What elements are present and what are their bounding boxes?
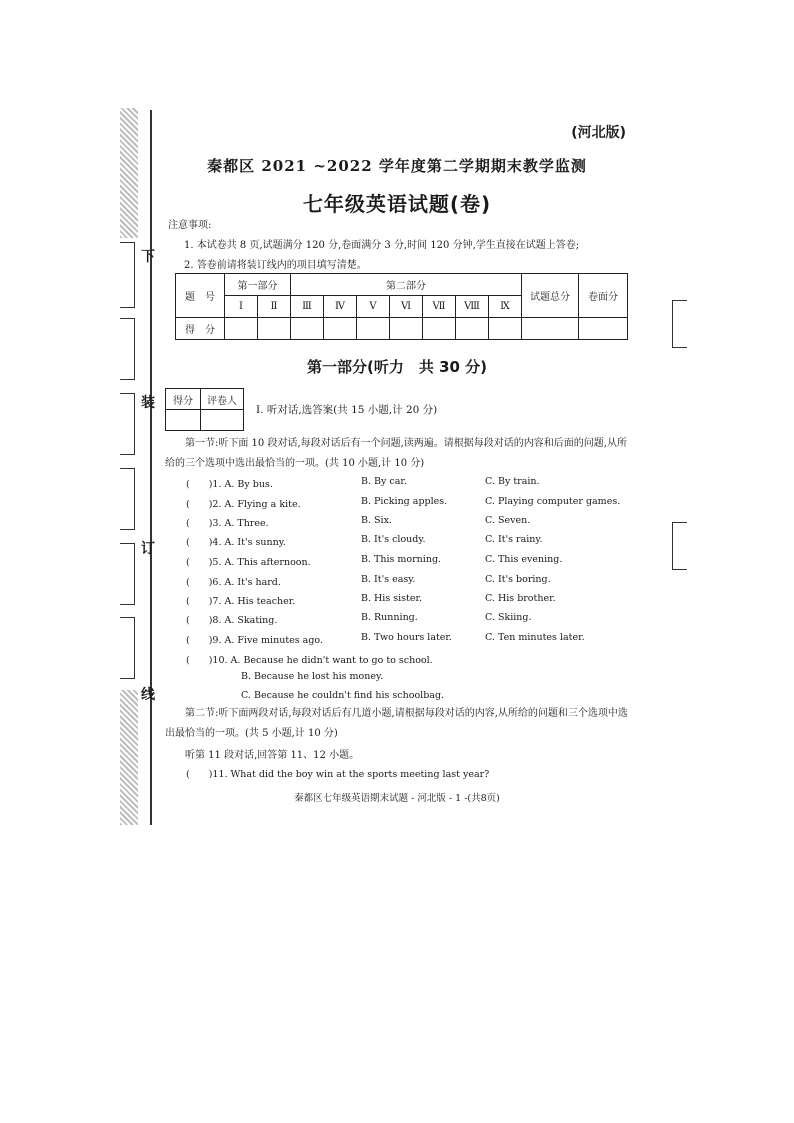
grader-table xyxy=(165,388,244,431)
section1-title: Ⅰ. 听对话,选答案(共 15 小题,计 20 分) xyxy=(256,404,438,416)
notes-section xyxy=(168,216,579,276)
grader-reviewer-label: 评卷人 xyxy=(201,389,244,410)
question-10-b: B. Because he lost his money. xyxy=(241,671,384,682)
binding-line xyxy=(150,110,152,825)
edition-label: (河北版) xyxy=(571,125,626,141)
question-11: ( )11. What did the boy win at the sports meeting last year? xyxy=(186,769,490,780)
numeral-cell: Ⅶ xyxy=(423,296,456,318)
score-cell[interactable] xyxy=(357,318,390,340)
question-5-option-c: C. This evening. xyxy=(485,554,563,565)
score-cell[interactable] xyxy=(390,318,423,340)
numeral-cell: Ⅳ xyxy=(324,296,357,318)
page-footer: 秦都区七年级英语期末试题 - 河北版 - 1 -(共8页) xyxy=(294,793,500,804)
score-cell[interactable] xyxy=(456,318,489,340)
question-8-option-c: C. Skiing. xyxy=(485,612,532,623)
question-1-option-c: C. By train. xyxy=(485,476,540,487)
question-4-option-b: B. It's cloudy. xyxy=(361,534,426,545)
question-2-option-c: C. Playing computer games. xyxy=(485,496,621,507)
exam-title: 秦都区 2021 ~2022 学年度第二学期期末教学监测 xyxy=(207,157,587,175)
question-9-option-c: C. Ten minutes later. xyxy=(485,632,585,643)
part1-header: 第一部分 xyxy=(225,274,291,296)
question-9-option-b: B. Two hours later. xyxy=(361,632,452,643)
question-3-option-a: ( )3. A. Three. xyxy=(186,518,269,529)
question-7-option-b: B. His sister. xyxy=(361,593,422,604)
paper-title: 七年级英语试题(卷) xyxy=(302,192,492,216)
question-6-option-c: C. It's boring. xyxy=(485,574,551,585)
row-label-question: 题 号 xyxy=(176,274,225,318)
numeral-cell: Ⅴ xyxy=(357,296,390,318)
binding-char-xian: 线 xyxy=(141,687,155,703)
score-cell[interactable] xyxy=(522,318,579,340)
bleed-box xyxy=(672,522,687,570)
section1-part1-instructions: 第一节:听下面 10 段对话,每段对话后有一个问题,读两遍。请根据每段对话的内容和后面的问题,从所给的三个选项中选出最恰当的一项。(共 10 小题,计 10 分) xyxy=(165,438,627,469)
question-5-option-a: ( )5. A. This afternoon. xyxy=(186,557,311,568)
numeral-cell: Ⅰ xyxy=(225,296,258,318)
numeral-cell: Ⅸ xyxy=(489,296,522,318)
info-field-box xyxy=(120,617,135,679)
question-1-option-b: B. By car. xyxy=(361,476,407,487)
question-3-option-b: B. Six. xyxy=(361,515,392,526)
numeral-cell: Ⅲ xyxy=(291,296,324,318)
numeral-cell: Ⅷ xyxy=(456,296,489,318)
numeral-cell: Ⅵ xyxy=(390,296,423,318)
question-6-option-b: B. It's easy. xyxy=(361,574,416,585)
notes-heading: 注意事项: xyxy=(168,220,212,231)
score-cell[interactable] xyxy=(225,318,258,340)
question-7-option-a: ( )7. A. His teacher. xyxy=(186,596,296,607)
bleed-box xyxy=(672,300,687,348)
dialog-11-instruction: 听第 11 段对话,回答第 11、12 小题。 xyxy=(185,750,360,761)
binding-char-zhuang: 装 xyxy=(141,395,155,411)
binding-char-xia: 下 xyxy=(141,249,155,265)
score-cell[interactable] xyxy=(423,318,456,340)
score-table xyxy=(175,273,628,340)
part1-title: 第一部分(听力 共 30 分) xyxy=(306,358,488,376)
part2-header: 第二部分 xyxy=(291,274,522,296)
question-4-option-c: C. It's rainy. xyxy=(485,534,543,545)
question-8-option-a: ( )8. A. Skating. xyxy=(186,615,278,626)
score-cell[interactable] xyxy=(489,318,522,340)
question-6-option-a: ( )6. A. It's hard. xyxy=(186,577,281,588)
question-3-option-c: C. Seven. xyxy=(485,515,531,526)
info-field-box xyxy=(120,393,135,455)
numeral-cell: Ⅱ xyxy=(258,296,291,318)
question-10-a: ( )10. A. Because he didn't want to go to school. xyxy=(186,655,433,666)
section1-part2-instructions: 第二节:听下面两段对话,每段对话后有几道小题,请根据每段对话的内容,从所给的问题和三个选项中选出最恰当的一项。(共 5 小题,计 10 分) xyxy=(165,708,628,739)
question-2-option-b: B. Picking apples. xyxy=(361,496,448,507)
question-5-option-b: B. This morning. xyxy=(361,554,442,565)
info-field-box xyxy=(120,468,135,530)
question-8-option-b: B. Running. xyxy=(361,612,418,623)
question-7-option-c: C. His brother. xyxy=(485,593,556,604)
question-4-option-a: ( )4. A. It's sunny. xyxy=(186,537,286,548)
grader-score-label: 得分 xyxy=(166,389,201,410)
neat-header: 卷面分 xyxy=(579,274,628,318)
score-cell[interactable] xyxy=(579,318,628,340)
score-cell[interactable] xyxy=(291,318,324,340)
grader-score-cell[interactable] xyxy=(166,410,201,431)
binding-pattern-bottom xyxy=(120,690,138,825)
info-field-box xyxy=(120,543,135,605)
question-9-option-a: ( )9. A. Five minutes ago. xyxy=(186,635,323,646)
score-cell[interactable] xyxy=(258,318,291,340)
question-2-option-a: ( )2. A. Flying a kite. xyxy=(186,499,301,510)
notes-item: 2. 答卷前请将装订线内的项目填写清楚。 xyxy=(184,260,367,271)
notes-item: 1. 本试卷共 8 页,试题满分 120 分,卷面满分 3 分,时间 120 分钟,学生直接在试题上答卷; xyxy=(184,240,580,251)
score-cell[interactable] xyxy=(324,318,357,340)
grader-reviewer-cell[interactable] xyxy=(201,410,244,431)
row-label-score: 得 分 xyxy=(176,318,225,340)
binding-char-ding: 订 xyxy=(141,541,155,557)
info-field-box xyxy=(120,242,135,308)
total-header: 试题总分 xyxy=(522,274,579,318)
question-10-c: C. Because he couldn't find his schoolbag. xyxy=(241,690,445,701)
question-1-option-a: ( )1. A. By bus. xyxy=(186,479,273,490)
